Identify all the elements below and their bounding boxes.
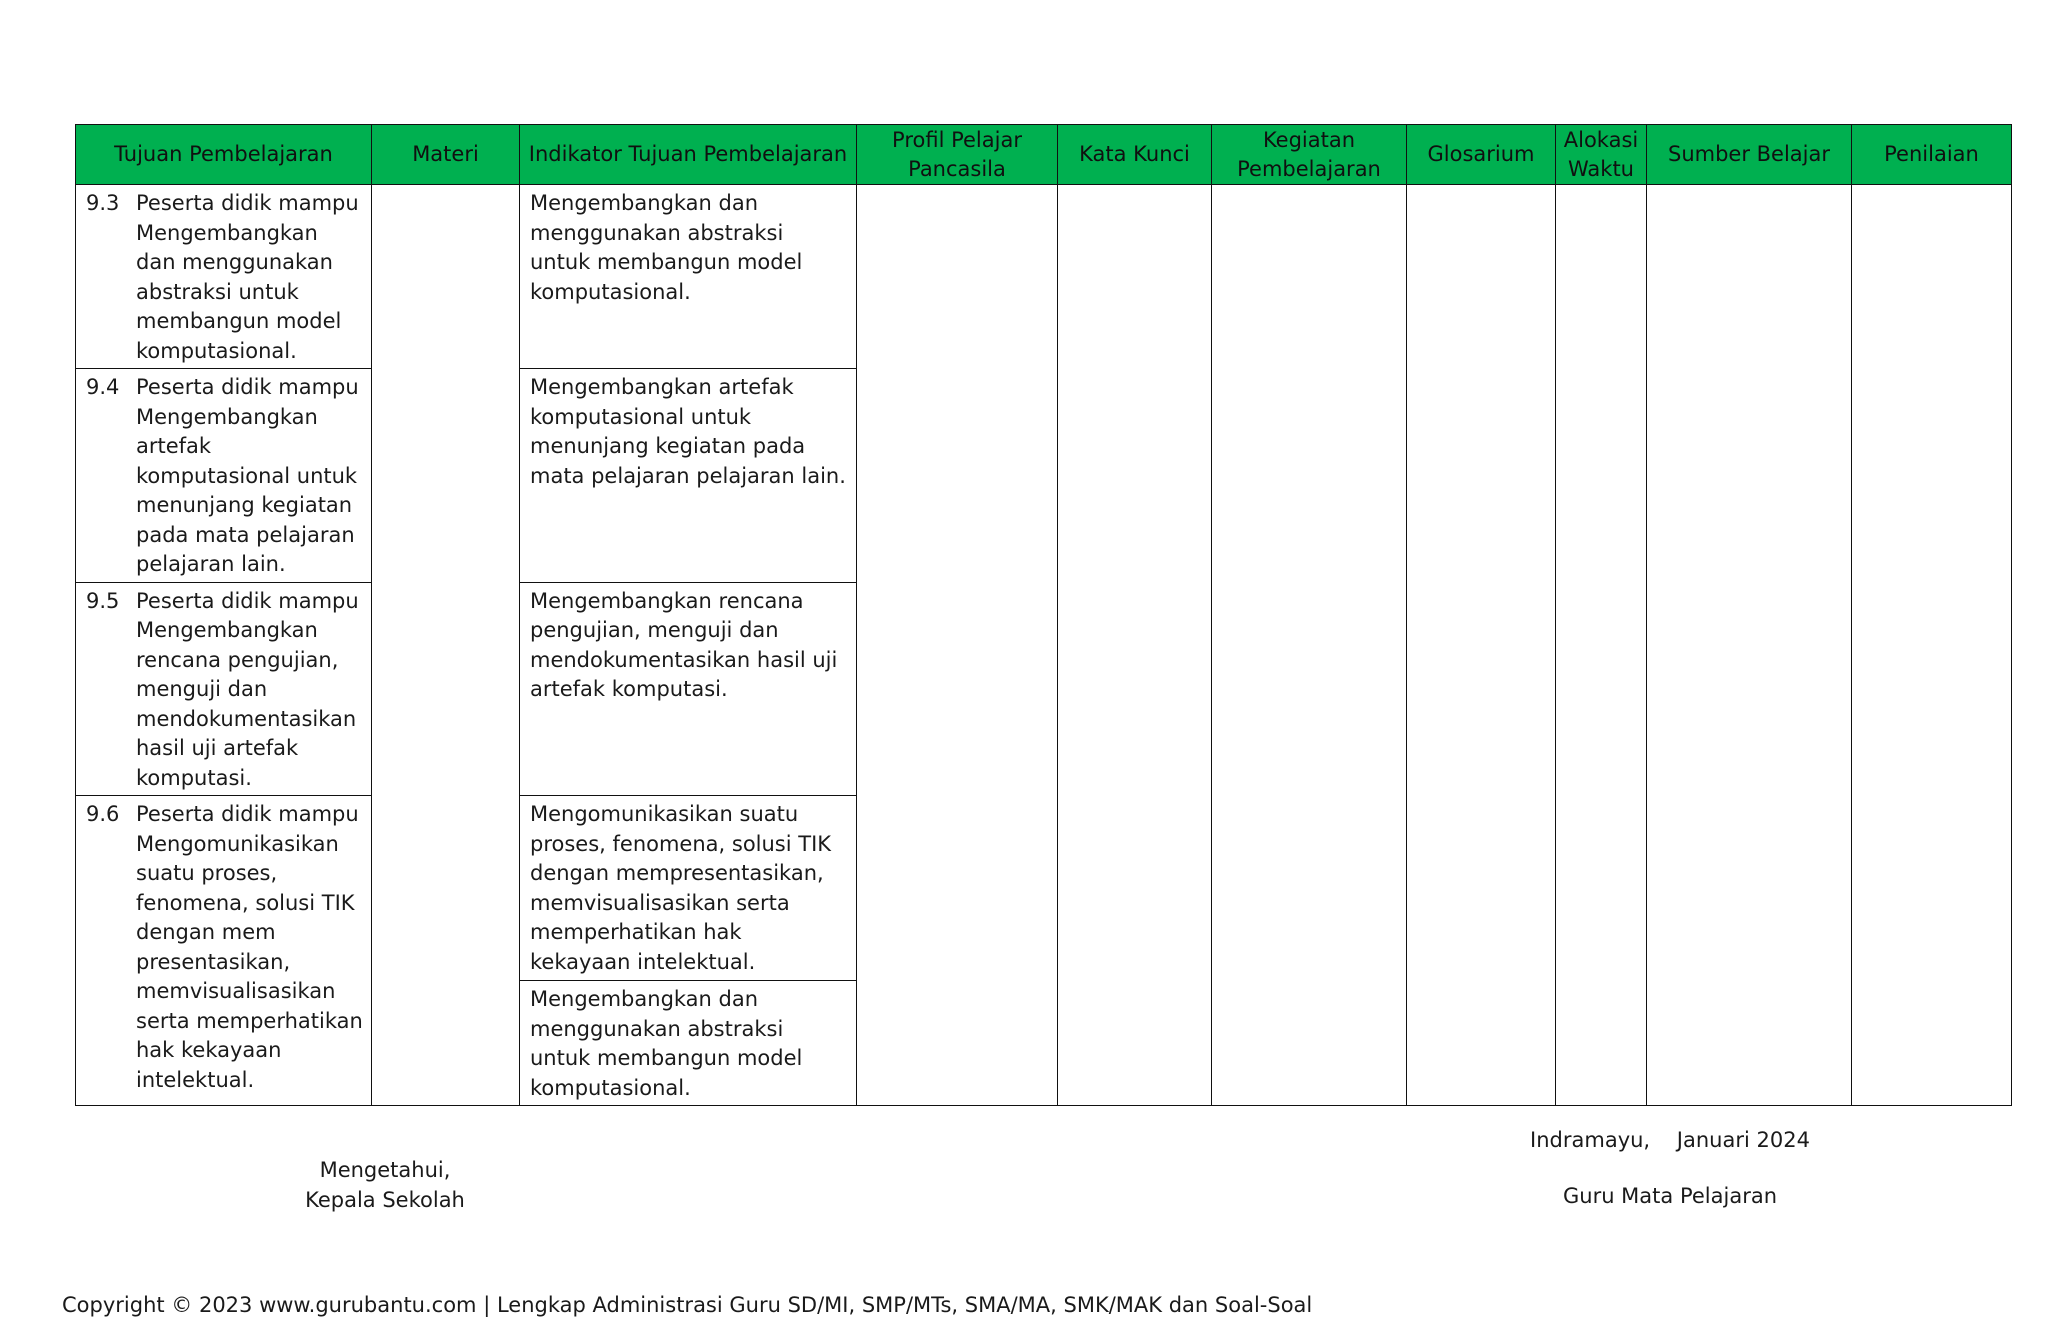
kepala-sekolah-label: Kepala Sekolah bbox=[305, 1188, 465, 1212]
principal-signature-block bbox=[260, 1155, 510, 1215]
header-kegiatan: Kegiatan Pembelajaran bbox=[1212, 125, 1407, 185]
table-row bbox=[76, 185, 2012, 369]
tujuan-number: 9.3 bbox=[86, 191, 120, 215]
indikator-cell bbox=[520, 369, 857, 583]
header-alokasi-waktu: Alokasi Waktu bbox=[1556, 125, 1647, 185]
sumber-cell bbox=[1647, 185, 1852, 1106]
tujuan-text: Peserta didik mampu Mengembangkan artefak komputasional untuk menunjang kegiatan pada mata pelajaran pelajaran lain. bbox=[136, 375, 359, 576]
rpp-table bbox=[75, 124, 2012, 1106]
header-materi: Materi bbox=[372, 125, 520, 185]
header-kata-kunci: Kata Kunci bbox=[1058, 125, 1212, 185]
guru-mata-pelajaran-label: Guru Mata Pelajaran bbox=[1562, 1184, 1778, 1208]
tujuan-cell bbox=[76, 185, 372, 369]
tujuan-text: Peserta didik mampu Mengembangkan rencana pengujian, menguji dan mendokumentasikan hasil uji artefak komputasi. bbox=[136, 588, 359, 790]
indikator-cell bbox=[520, 981, 857, 1106]
header-profil-pelajar: Profil Pelajar Pancasila bbox=[857, 125, 1058, 185]
kata-kunci-cell bbox=[1058, 185, 1212, 1106]
header-indikator: Indikator Tujuan Pembelajaran bbox=[520, 125, 857, 185]
indikator-text: Mengembangkan dan menggunakan abstraksi untuk membangun model komputasional. bbox=[530, 987, 803, 1100]
indikator-text: Mengembangkan dan menggunakan abstraksi untuk membangun model komputasional. bbox=[530, 191, 803, 304]
indikator-text: Mengomunikasikan suatu proses, fenomena, solusi TIK dengan mempresentasikan, memvisualisasikan serta memperhatikan hak kekayaan intelektual. bbox=[530, 802, 832, 974]
header-tujuan-pembelajaran: Tujuan Pembelajaran bbox=[76, 125, 372, 185]
tujuan-number: 9.4 bbox=[86, 375, 120, 399]
header-penilaian: Penilaian bbox=[1852, 125, 2012, 185]
materi-cell bbox=[372, 185, 520, 1106]
tujuan-cell bbox=[76, 582, 372, 796]
table-header-row bbox=[76, 125, 2012, 185]
kegiatan-cell bbox=[1212, 185, 1407, 1106]
tujuan-number: 9.5 bbox=[86, 588, 120, 613]
profil-cell bbox=[857, 185, 1058, 1106]
place-date-label: Indramayu, Januari 2024 bbox=[1530, 1128, 1810, 1152]
teacher-signature-block bbox=[1510, 1125, 1830, 1211]
header-glosarium: Glosarium bbox=[1407, 125, 1556, 185]
glosarium-cell bbox=[1407, 185, 1556, 1106]
tujuan-number: 9.6 bbox=[86, 802, 120, 826]
indikator-text: Mengembangkan rencana pengujian, menguji dan mendokumentasikan hasil uji artefak komputasi. bbox=[530, 588, 838, 701]
mengetahui-label: Mengetahui, bbox=[319, 1158, 451, 1182]
indikator-text: Mengembangkan artefak komputasional untuk menunjang kegiatan pada mata pelajaran pelajaran lain. bbox=[530, 375, 846, 488]
indikator-cell bbox=[520, 796, 857, 981]
tujuan-text: Peserta didik mampu Mengembangkan dan menggunakan abstraksi untuk membangun model komputasional. bbox=[136, 191, 359, 363]
indikator-cell bbox=[520, 185, 857, 369]
tujuan-cell bbox=[76, 796, 372, 1106]
alokasi-cell bbox=[1556, 185, 1647, 1106]
tujuan-text: Peserta didik mampu Mengomunikasikan suatu proses, fenomena, solusi TIK dengan mem presentasikan, memvisualisasikan serta memperhatikan hak kekayaan intelektual. bbox=[136, 802, 363, 1092]
copyright-footer: Copyright © 2023 www.gurubantu.com | Lengkap Administrasi Guru SD/MI, SMP/MTs, SMA/MA, SMK/MAK dan Soal-Soal bbox=[62, 1293, 1313, 1317]
indikator-cell bbox=[520, 582, 857, 796]
tujuan-cell bbox=[76, 369, 372, 583]
penilaian-cell bbox=[1852, 185, 2012, 1106]
header-sumber-belajar: Sumber Belajar bbox=[1647, 125, 1852, 185]
